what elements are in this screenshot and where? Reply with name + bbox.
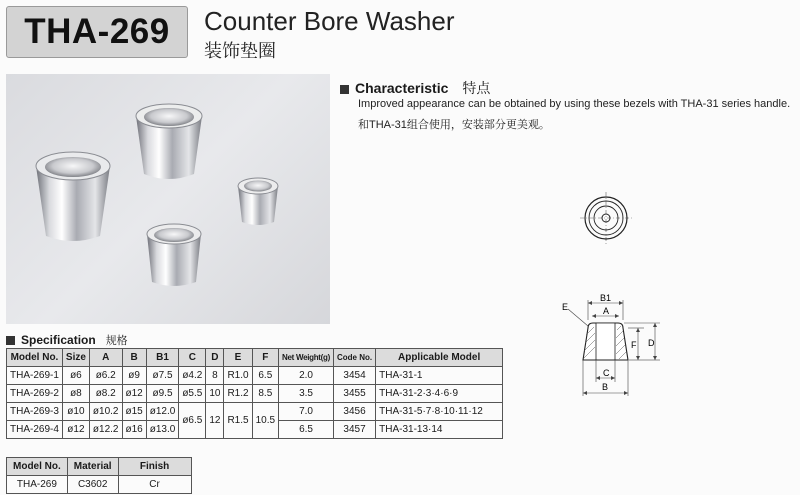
section-bullet-icon: [340, 85, 349, 94]
table-cell: 7.0: [279, 403, 334, 421]
table-cell: 8.5: [252, 385, 278, 403]
table-cell: ø10: [62, 403, 89, 421]
characteristic-heading: [340, 78, 490, 98]
table-cell: 3456: [334, 403, 376, 421]
table-row: [7, 476, 192, 494]
table-cell: 8: [206, 367, 224, 385]
table-cell: ø6.5: [179, 403, 206, 439]
washer-medium-top: [136, 104, 202, 179]
dim-f-label: F: [631, 340, 637, 350]
washer-large: [36, 152, 110, 241]
dim-e-label: E: [562, 302, 569, 312]
dim-b1-label: B1: [600, 293, 612, 303]
col-header: B: [122, 349, 146, 367]
col-header: D: [206, 349, 224, 367]
table-cell: ø4.2: [179, 367, 206, 385]
table-cell: 3455: [334, 385, 376, 403]
table-cell: 6.5: [279, 421, 334, 439]
table-cell: C3602: [67, 476, 118, 494]
col-header: Model No.: [7, 458, 68, 476]
table-row: [7, 367, 503, 385]
table-row: [7, 385, 503, 403]
washer-medium-bottom: [147, 224, 201, 286]
material-table: [6, 457, 192, 494]
table-cell: THA-269: [7, 476, 68, 494]
table-cell: THA-31-2·3·4·6·9: [376, 385, 503, 403]
table-cell: ø8.2: [89, 385, 122, 403]
specification-title: Specification: [21, 333, 96, 347]
section-view-drawing: [552, 290, 672, 402]
table-cell: THA-269-1: [7, 367, 63, 385]
col-header: C: [179, 349, 206, 367]
specification-title-cn: 规格: [105, 335, 128, 347]
table-cell: 10.5: [252, 403, 278, 439]
col-header: Size: [62, 349, 89, 367]
specification-heading: [6, 332, 128, 348]
table-cell: 3457: [334, 421, 376, 439]
col-header: F: [252, 349, 278, 367]
table-cell: THA-31-1: [376, 367, 503, 385]
table-cell: ø8: [62, 385, 89, 403]
product-title: Counter Bore Washer: [204, 6, 455, 36]
model-code-box: [6, 6, 188, 58]
characteristic-text-cn: 和THA-31组合使用，安装部分更美观。: [358, 119, 550, 131]
table-header-row: [7, 458, 192, 476]
characteristic-title-cn: 特点: [462, 80, 491, 96]
col-header: Finish: [118, 458, 191, 476]
table-cell: R1.5: [224, 403, 252, 439]
table-cell: ø9.5: [146, 385, 179, 403]
col-header: Applicable Model: [376, 349, 503, 367]
table-cell: 3.5: [279, 385, 334, 403]
top-view-drawing: [580, 192, 632, 244]
dim-b-label: B: [602, 382, 609, 392]
characteristic-title: Characteristic: [355, 80, 449, 96]
table-cell: ø16: [122, 421, 146, 439]
col-header: Material: [67, 458, 118, 476]
table-cell: ø13.0: [146, 421, 179, 439]
table-cell: R1.0: [224, 367, 252, 385]
dim-a-label: A: [603, 306, 610, 316]
table-cell: ø12.0: [146, 403, 179, 421]
table-cell: ø15: [122, 403, 146, 421]
table-cell: THA-31-13·14: [376, 421, 503, 439]
table-row: [7, 403, 503, 421]
table-cell: ø5.5: [179, 385, 206, 403]
table-cell: ø7.5: [146, 367, 179, 385]
table-cell: THA-269-3: [7, 403, 63, 421]
table-cell: ø12: [122, 385, 146, 403]
section-bullet-icon: [6, 336, 15, 345]
table-cell: 10: [206, 385, 224, 403]
table-header-row: [7, 349, 503, 367]
product-title-cn: 装饰垫圈: [204, 41, 276, 61]
col-header: Code No.: [334, 349, 376, 367]
col-header: E: [224, 349, 252, 367]
model-code: THA-269: [24, 12, 170, 51]
dim-c-label: C: [603, 368, 610, 378]
table-cell: R1.2: [224, 385, 252, 403]
characteristic-text: Improved appearance can be obtained by using these bezels with THA-31 series handle.: [358, 98, 791, 110]
table-cell: ø6.2: [89, 367, 122, 385]
specification-table: [6, 348, 503, 439]
table-cell: Cr: [118, 476, 191, 494]
product-photo: [6, 74, 330, 324]
col-header: B1: [146, 349, 179, 367]
dim-d-label: D: [648, 338, 655, 348]
col-header: Net Weight(g): [279, 349, 334, 367]
table-cell: ø6: [62, 367, 89, 385]
col-header: Model No.: [7, 349, 63, 367]
table-cell: ø9: [122, 367, 146, 385]
table-cell: 3454: [334, 367, 376, 385]
table-cell: THA-31-5·7·8·10·11·12: [376, 403, 503, 421]
table-cell: ø12: [62, 421, 89, 439]
table-cell: THA-269-4: [7, 421, 63, 439]
table-cell: ø10.2: [89, 403, 122, 421]
table-cell: 6.5: [252, 367, 278, 385]
table-cell: ø12.2: [89, 421, 122, 439]
table-cell: 2.0: [279, 367, 334, 385]
table-cell: 12: [206, 403, 224, 439]
table-cell: THA-269-2: [7, 385, 63, 403]
washer-small: [238, 178, 278, 225]
washers-illustration: [6, 74, 330, 324]
col-header: A: [89, 349, 122, 367]
